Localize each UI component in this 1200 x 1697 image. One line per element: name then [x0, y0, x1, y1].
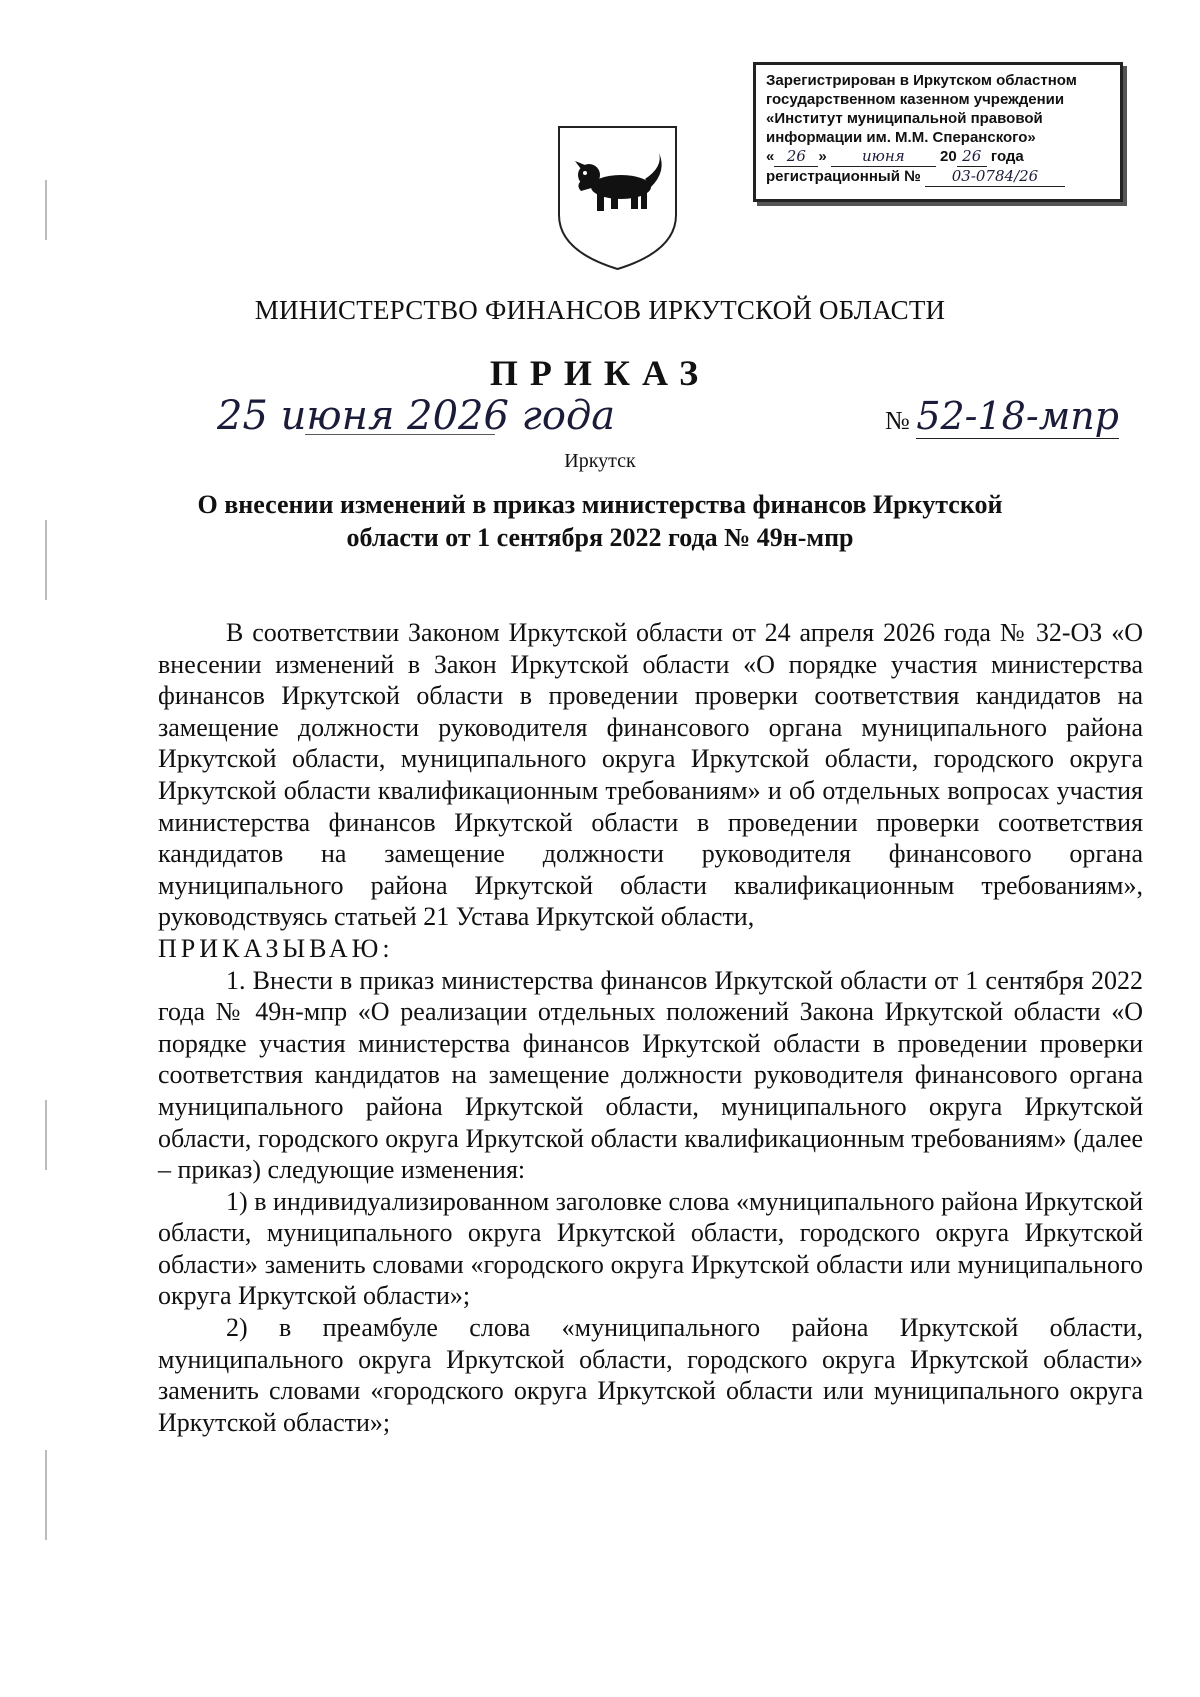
date-underline	[210, 434, 590, 435]
subitem-paragraph: 1) в индивидуализированном заголовке слова «муниципального района Иркутской области, муниципального округа Иркутской области, городского округа Иркутской области» заменить словами «городского округа Иркутской области или муниципального округа Иркутской области»;	[158, 1186, 1143, 1311]
order-number	[885, 394, 1119, 438]
stamp-line: «Институт муниципальной правовой	[766, 110, 1043, 127]
city: Иркутск	[564, 450, 636, 472]
stamp-year-suffix: 26	[957, 147, 987, 167]
registration-stamp	[753, 62, 1123, 202]
stamp-line: информации им. М.М. Сперанского»	[766, 129, 1036, 146]
stamp-reg-label: регистрационный №	[766, 168, 921, 185]
preamble-paragraph: В соответствии Законом Иркутской области от 24 апреля 2026 года № 32-ОЗ «О внесении изменений в Закон Иркутской области «О порядке участия министерства финансов Иркутской области в проведении проверки соответствия кандидатов на замещение должности руководителя финансового органа муниципального района Иркутской области, муниципального округа Иркутской области, городского округа Иркутской области квалификационным требованиям» и об отдельных вопросах участия министерства финансов Иркутской области в проведении проверки соответствия кандидатов на замещение должности руководителя финансового органа муниципального района Иркутской области квалификационным требованиям», руководствуясь статьей 21 Устава Иркутской области,	[158, 618, 1143, 932]
stamp-year-word: года	[990, 148, 1024, 165]
stamp-year-prefix: 20	[940, 148, 957, 165]
stamp-month: июня	[831, 147, 936, 167]
stamp-date-line: « 26 » июня 20 26 года	[766, 147, 1024, 165]
scan-edge-mark	[45, 180, 47, 240]
ministry-name: МИНИСТЕРСТВО ФИНАНСОВ ИРКУТСКОЙ ОБЛАСТИ	[254, 295, 946, 325]
item-paragraph: 1. Внести в приказ министерства финансов Иркутской области от 1 сентября 2022 года № 49н-мпр «О реализации отдельных положений Закона Иркутской области «О порядке участия министерства финансов Иркутской области в проведении проверки соответствия кандидатов на замещение должности руководителя финансового органа муниципального района Иркутской области, муниципального округа Иркутской области, городского округа Иркутской области квалификационным требованиям» (далее – приказ) следующие изменения:	[158, 965, 1143, 1185]
document-title: О внесении изменений в приказ министерства финансов Иркутской области от 1 сентября 2022 года № 49н-мпр	[197, 490, 1003, 552]
order-word: ПРИКАЗЫВАЮ:	[158, 933, 394, 963]
date-value: 25 июня 2026 года	[217, 393, 616, 439]
number-prefix: №	[885, 406, 910, 435]
stamp-line: государственном казенном учреждении	[766, 91, 1065, 108]
document-type-heading: ПРИКАЗ	[489, 353, 711, 393]
document-body	[158, 617, 1143, 1438]
scan-edge-mark	[45, 1100, 47, 1170]
stamp-day: 26	[774, 147, 818, 167]
stamp-reg-number: 03-0784/26	[925, 167, 1065, 187]
scan-edge-mark	[45, 520, 47, 600]
scan-edge-mark	[45, 1450, 47, 1540]
number-value: 52-18-мпр	[916, 394, 1120, 438]
irkutsk-coat-of-arms-icon	[555, 123, 680, 271]
subitem-paragraph: 2) в преамбуле слова «муниципального района Иркутской области, муниципального округа Иркутской области, городского округа Иркутской области» заменить словами «городского округа Иркутской области или муниципального округа Иркутской области»;	[158, 1313, 1143, 1437]
handwritten-date	[217, 392, 615, 439]
stamp-line: Зарегистрирован в Иркутском областном	[766, 72, 1077, 89]
stamp-reg-line	[766, 167, 1110, 187]
